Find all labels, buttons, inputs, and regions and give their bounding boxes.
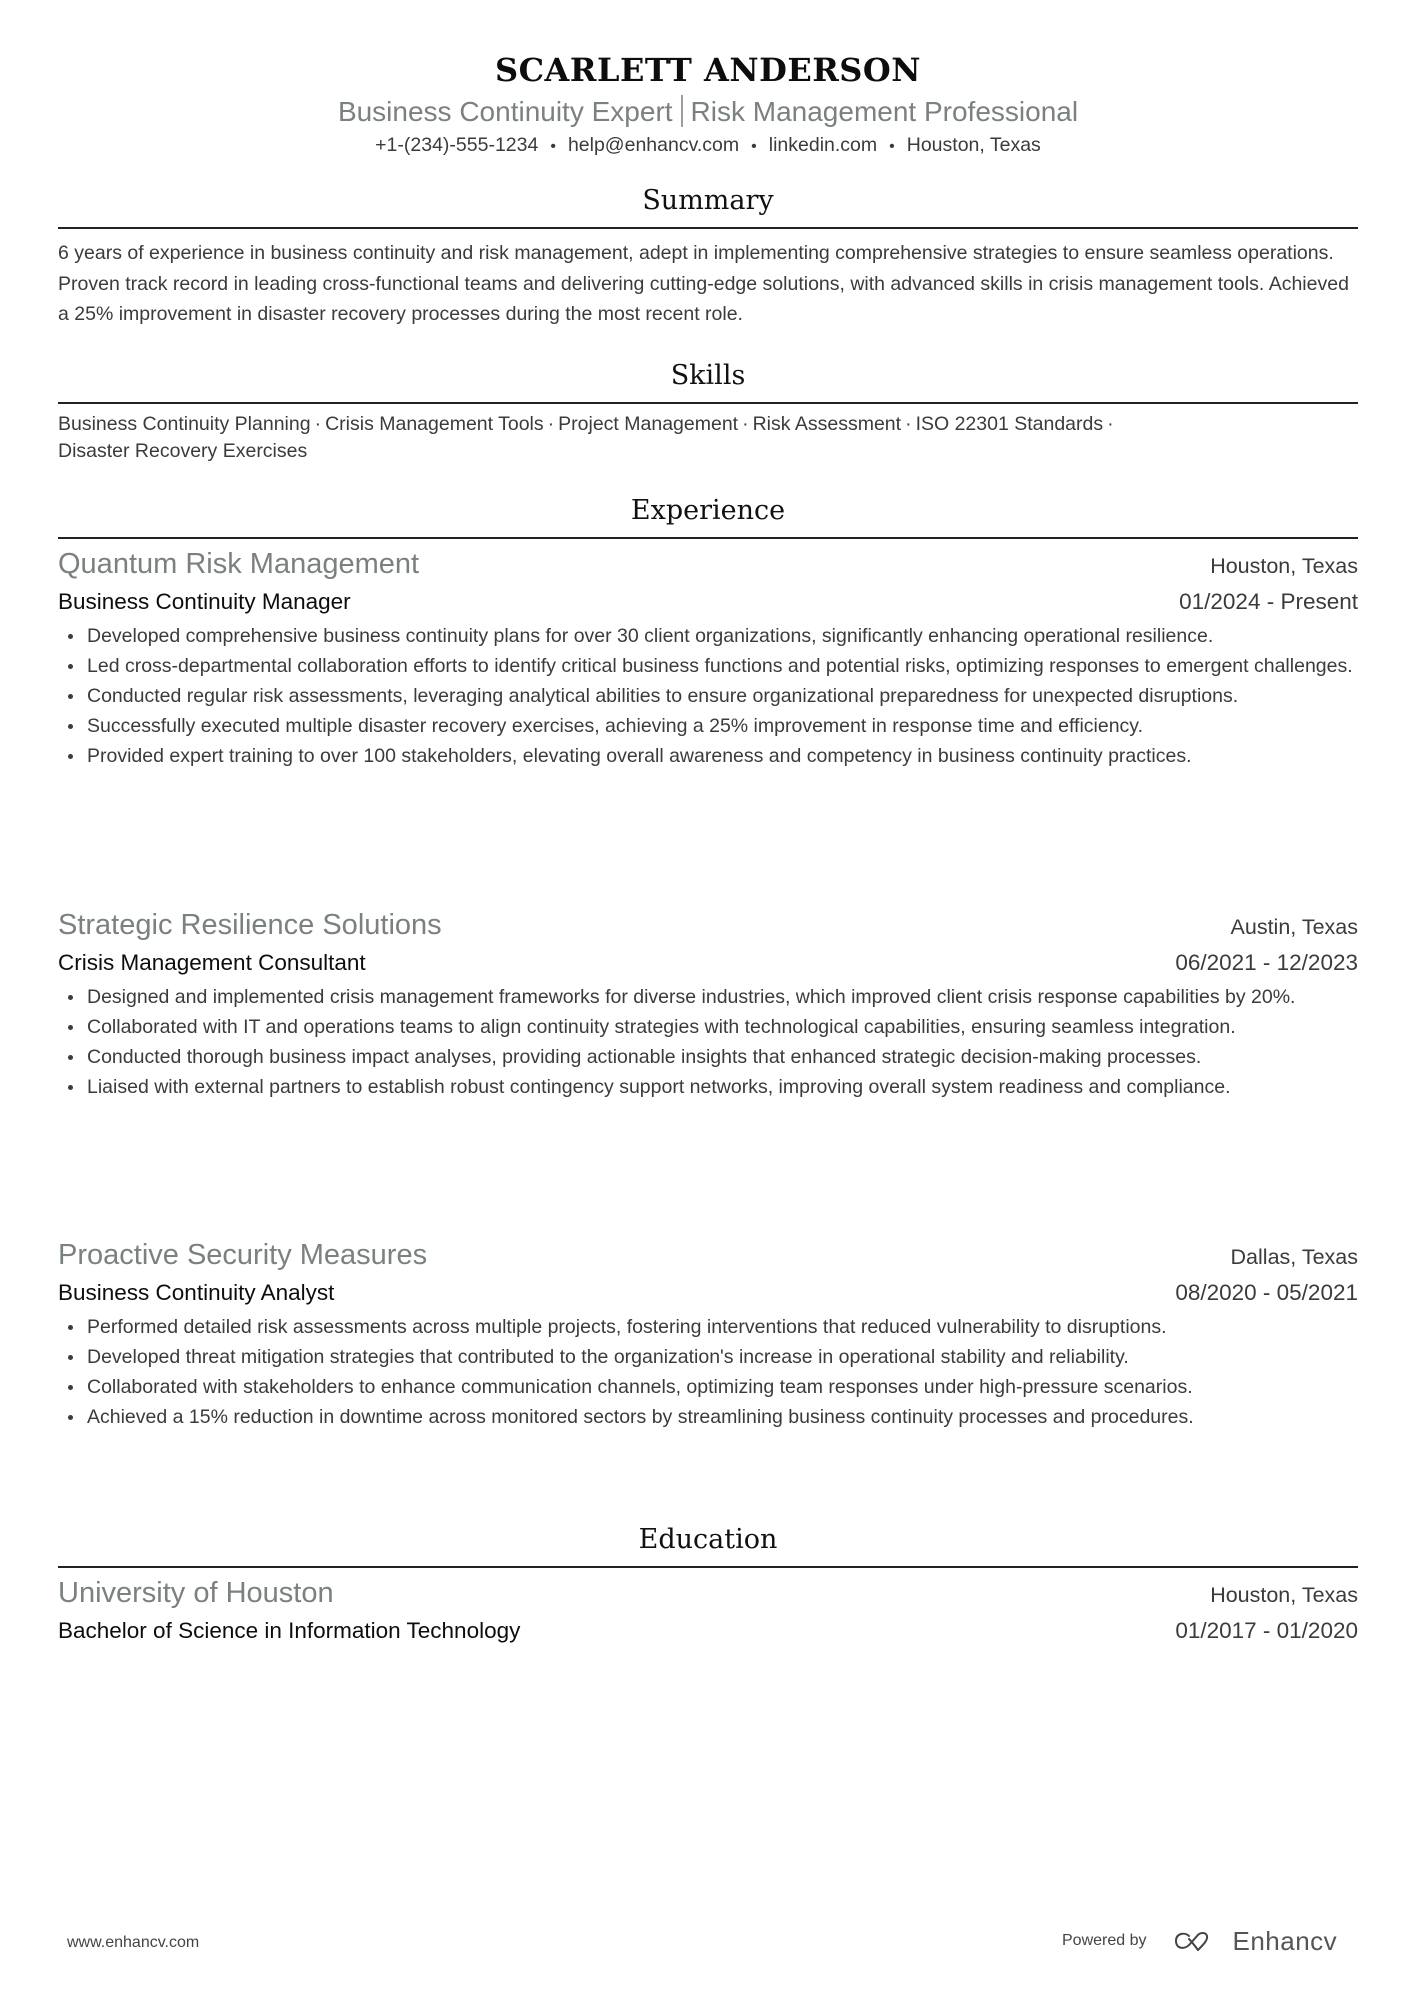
middot-separator-icon: · — [547, 413, 555, 435]
bullet-separator-icon: • — [889, 138, 895, 155]
bullet-text: Conducted regular risk assessments, leveraging analytical abilities to ensure organizational preparedness for unexpected disruptions. — [87, 685, 1239, 707]
enhancv-logo-icon — [1173, 1929, 1221, 1953]
footer-website-link[interactable]: www.enhancv.com — [67, 1934, 200, 1951]
bullet-icon — [68, 724, 73, 729]
bullet-text: Developed threat mitigation strategies that contributed to the organization's increase in operational stability and reliability. — [87, 1346, 1129, 1368]
contact-info — [58, 132, 1358, 160]
bullet-icon — [68, 694, 73, 699]
contact-email[interactable]: help@enhancv.com — [567, 134, 740, 156]
job-location: Dallas, Texas — [1230, 1245, 1358, 1269]
resume-header — [58, 48, 1358, 160]
candidate-name: SCARLETT ANDERSON — [494, 51, 922, 89]
bullet-icon — [68, 634, 73, 639]
bullet-text: Collaborated with IT and operations teams to align continuity strategies with technological capabilities, ensuring seamless integration. — [87, 1016, 1236, 1038]
skill-item: Crisis Management Tools — [325, 413, 544, 435]
job-bullets — [58, 982, 1358, 1102]
bullet-item — [58, 1312, 1358, 1342]
bullet-item — [58, 1342, 1358, 1372]
job-location: Houston, Texas — [1210, 554, 1358, 578]
bullet-icon — [68, 754, 73, 759]
bullet-text: Provided expert training to over 100 stakeholders, elevating overall awareness and competency in business continuity practices. — [87, 745, 1192, 767]
bullet-text: Collaborated with stakeholders to enhance communication channels, optimizing team responses under high-pressure scenarios. — [87, 1376, 1193, 1398]
job-bullets — [58, 621, 1358, 771]
job-role: Business Continuity Analyst — [58, 1280, 335, 1305]
skill-item: Project Management — [558, 413, 739, 435]
experience-entry — [58, 545, 1358, 771]
school-name: University of Houston — [58, 1577, 334, 1609]
job-dates: 01/2024 - Present — [1179, 589, 1358, 614]
middot-separator-icon: · — [314, 413, 322, 435]
section-divider — [58, 227, 1358, 229]
experience-entry — [58, 906, 1358, 1102]
bullet-icon — [68, 995, 73, 1000]
footer-branding[interactable] — [1062, 1925, 1338, 1956]
company-name: Quantum Risk Management — [58, 548, 420, 580]
contact-phone[interactable]: +1-(234)-555-1234 — [375, 134, 539, 156]
bullet-item — [58, 1042, 1358, 1072]
job-dates: 08/2020 - 05/2021 — [1175, 1280, 1358, 1305]
section-heading-skills: Skills — [670, 360, 746, 391]
section-heading-education: Education — [638, 1524, 778, 1555]
bullet-icon — [68, 1025, 73, 1030]
bullet-text: Conducted thorough business impact analyses, providing actionable insights that enhanced strategic decision-making processes. — [87, 1046, 1202, 1068]
contact-linkedin[interactable]: linkedin.com — [768, 134, 878, 156]
bullet-item — [58, 1012, 1358, 1042]
skill-item: Risk Assessment — [752, 413, 902, 435]
bullet-icon — [68, 1385, 73, 1390]
experience-entry — [58, 1236, 1358, 1432]
bullet-item — [58, 651, 1358, 681]
company-name: Strategic Resilience Solutions — [58, 909, 442, 941]
job-role: Business Continuity Manager — [58, 589, 351, 614]
bullet-item — [58, 741, 1358, 771]
skill-item: Disaster Recovery Exercises — [58, 440, 308, 462]
bullet-item — [58, 711, 1358, 741]
middot-separator-icon: · — [905, 413, 912, 435]
section-heading-experience: Experience — [630, 495, 786, 526]
bullet-text: Led cross-departmental collaboration efforts to identify critical business functions and potential risks, optimizing responses to emergent challenges. — [87, 655, 1353, 677]
bullet-text: Developed comprehensive business continuity plans for over 30 client organizations, significantly enhancing operational resilience. — [87, 625, 1214, 647]
skill-item: Business Continuity Planning — [58, 413, 311, 435]
section-divider — [58, 402, 1358, 404]
job-location: Austin, Texas — [1230, 915, 1358, 939]
bullet-text: Designed and implemented crisis management frameworks for diverse industries, which improved client crisis response capabilities by 20%. — [87, 986, 1296, 1008]
bullet-item — [58, 621, 1358, 651]
title-left: Business Continuity Expert — [337, 96, 673, 127]
skills-list — [58, 411, 1358, 465]
summary-text: 6 years of experience in business continuity and risk management, adept in implementing comprehensive strategies to ensure seamless operations. Proven track record in leading cross-functional teams and delivering cutting-edge solutions, with advanced skills in crisis management tools. Achieved a 25% improvement in disaster recovery processes during the most recent role. — [58, 242, 1349, 325]
bullet-icon — [68, 1085, 73, 1090]
bullet-item — [58, 982, 1358, 1012]
skill-item: ISO 22301 Standards — [915, 413, 1104, 435]
bullet-icon — [68, 1325, 73, 1330]
candidate-title — [58, 92, 1358, 132]
bullet-item — [58, 1372, 1358, 1402]
powered-by-label: Powered by — [1062, 1932, 1147, 1949]
title-right: Risk Management Professional — [690, 96, 1079, 127]
section-heading-summary: Summary — [642, 185, 774, 216]
bullet-text: Successfully executed multiple disaster recovery exercises, achieving a 25% improvement in response time and efficiency. — [87, 715, 1144, 737]
school-location: Houston, Texas — [1210, 1583, 1358, 1607]
bullet-text: Performed detailed risk assessments across multiple projects, fostering interventions that reduced vulnerability to disruptions. — [87, 1316, 1167, 1338]
education-dates: 01/2017 - 01/2020 — [1175, 1618, 1358, 1643]
section-divider — [58, 1566, 1358, 1568]
degree: Bachelor of Science in Information Technology — [58, 1618, 521, 1643]
bullet-icon — [68, 1415, 73, 1420]
bullet-text: Liaised with external partners to establish robust contingency support networks, improving overall system readiness and compliance. — [87, 1076, 1231, 1098]
education-entry — [58, 1574, 1358, 1648]
job-dates: 06/2021 - 12/2023 — [1175, 950, 1358, 975]
bullet-text: Achieved a 15% reduction in downtime across monitored sectors by streamlining business continuity processes and procedures. — [87, 1406, 1194, 1428]
bullet-icon — [68, 664, 73, 669]
bullet-icon — [68, 1055, 73, 1060]
contact-location: Houston, Texas — [906, 134, 1041, 156]
job-role: Crisis Management Consultant — [58, 950, 366, 975]
bullet-item — [58, 681, 1358, 711]
middot-separator-icon: · — [1107, 413, 1114, 435]
bullet-item — [58, 1402, 1358, 1432]
company-name: Proactive Security Measures — [58, 1239, 428, 1271]
title-separator — [681, 95, 683, 127]
job-bullets — [58, 1312, 1358, 1432]
middot-separator-icon: · — [742, 413, 749, 435]
bullet-icon — [68, 1355, 73, 1360]
bullet-item — [58, 1072, 1358, 1102]
enhancv-brand-name: Enhancv — [1232, 1925, 1338, 1956]
bullet-separator-icon: • — [751, 138, 757, 155]
bullet-separator-icon: • — [550, 138, 556, 155]
section-divider — [58, 537, 1358, 539]
